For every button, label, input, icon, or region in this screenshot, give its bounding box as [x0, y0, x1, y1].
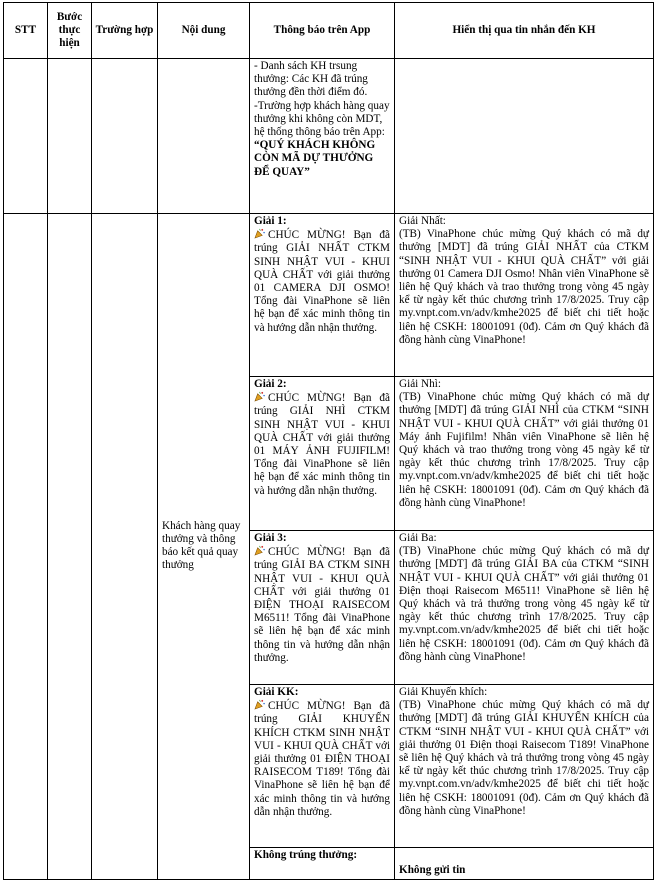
- sms-title: Giải Nhì:: [399, 378, 441, 390]
- campaign-table: [3, 2, 654, 880]
- cell-empty: [92, 59, 158, 214]
- party-popper-icon: [254, 699, 265, 710]
- content-cell: [158, 214, 250, 880]
- header-stt: STT: [4, 3, 48, 59]
- sms-prize-1: [395, 214, 654, 377]
- sms-prize-4: [395, 685, 654, 848]
- app-prize-2: [250, 377, 395, 531]
- sms-text: (TB) VinaPhone chúc mừng Quý khách có mã dự thưởng [MDT] đã trúng GIẢI BA của CTKM “SINH NHẬT VUI - KHUI QUÀ CHẤT” với giải thưởng 01 Điện thoại Raisecom M6511! VinaPhone sẽ liên hệ Quý khách và trả thưởng trong vòng 45 ngày kể từ ngày kết thúc chương trình 17/8/2025. Truy cập my.vnpt.com.vn/adv/kmhe2025 để biết chi tiết hoặc liên hệ CSKH: 18001091 (0đ). Cảm ơn Quý khách đã đồng hành cùng VinaPhone!: [399, 545, 649, 663]
- sms-text: (TB) VinaPhone chúc mừng Quý khách có mã dự thưởng [MDT] đã trúng GIẢI NHẤT của CTKM “SINH NHẬT VUI - KHUI QUÀ CHẤT” với giải thưởng 01 Camera DJI Osmo! Nhân viên VinaPhone sẽ liên hệ Quý khách và trao thưởng trong vòng 45 ngày kể từ ngày kết thúc chương trình 17/8/2025. Truy cập my.vnpt.com.vn/adv/kmhe2025 để biết chi tiết hoặc liên hệ CSKH: 18001091 (0đ). Cảm ơn Quý khách đã đồng hành cùng VinaPhone!: [399, 228, 649, 346]
- prize-app-text: CHÚC MỪNG! Bạn đã trúng GIẢI BA CTKM SINH NHẬT VUI - KHUI QUÀ CHẤT với giải thưởng 01 ĐIỆN THOẠI RAISECOM M6511! Tổng đài VinaPhone sẽ liên hệ bạn để xác minh thông tin và hướng dẫn nhận thưởng.: [254, 546, 390, 664]
- prize-row-1: [4, 214, 654, 377]
- content-text: Khách hàng quay thưởng và thông báo kết quả quay thưởng: [162, 519, 241, 572]
- table-row: [4, 59, 654, 214]
- no-prize-app: Không trúng thưởng:: [250, 848, 395, 880]
- prize-title: Giải KK:: [254, 686, 299, 698]
- header-sms: Hiển thị qua tin nhắn đến KH: [395, 3, 654, 59]
- sms-title: Giải Khuyến khích:: [399, 686, 488, 698]
- sms-prize-2: [395, 377, 654, 531]
- header-app: Thông báo trên App: [250, 3, 395, 59]
- header-case: Trường hợp: [92, 3, 158, 59]
- party-popper-icon: [254, 228, 265, 239]
- party-popper-icon: [254, 391, 265, 402]
- header-row: [4, 3, 654, 59]
- prize-app-text: CHÚC MỪNG! Bạn đã trúng GIẢI NHÌ CTKM SINH NHẬT VUI - KHUI QUÀ CHẤT với giải thưởng 01 MÁY ẢNH FUJIFILM! Tổng đài VinaPhone sẽ liên hệ bạn để xác minh thông tin và hướng dẫn nhận thưởng.: [254, 392, 390, 497]
- app-note-bold: “QUÝ KHÁCH KHÔNG CÒN MÃ DỰ THƯỞNG ĐỂ QUAY”: [254, 139, 376, 178]
- app-prize-3: [250, 531, 395, 685]
- prize-title: Giải 2:: [254, 378, 287, 390]
- sms-prize-3: [395, 531, 654, 685]
- sms-title: Giải Ba:: [399, 532, 437, 544]
- prize-app-text: CHÚC MỪNG! Bạn đã trúng GIẢI NHẤT CTKM SINH NHẬT VUI - KHUI QUÀ CHẤT với giải thưởng 01 CAMERA DJI OSMO! Tổng đài VinaPhone sẽ liên hệ bạn để xác minh thông tin và hướng dẫn nhận thưởng.: [254, 229, 390, 334]
- cell-empty: [4, 59, 48, 214]
- party-popper-icon: [254, 545, 265, 556]
- cell-empty: [48, 59, 92, 214]
- app-prize-4: [250, 685, 395, 848]
- header-step: Bước thực hiện: [48, 3, 92, 59]
- sms-title: Giải Nhất:: [399, 215, 446, 227]
- app-note-cell: [250, 59, 395, 214]
- app-note-line2: -Trường hợp khách hàng quay thưởng khi không còn MDT, hệ thống thông báo trên App:: [254, 99, 390, 139]
- sms-text: (TB) VinaPhone chúc mừng Quý khách có mã dự thưởng [MDT] đã trúng GIẢI KHUYẾN KHÍCH của CTKM “SINH NHẬT VUI - KHUI QUÀ CHẤT” với giải thưởng 01 Điện thoại Raisecom T189! VinaPhone sẽ liên hệ Quý khách và trả thưởng trong vòng 45 ngày kể từ ngày kết thúc chương trình 17/8/2025. Truy cập my.vnpt.com.vn/adv/kmhe2025 để biết chi tiết hoặc liên hệ CSKH: 18001091 (0đ). Cảm ơn Quý khách đã đồng hành cùng VinaPhone!: [399, 699, 649, 817]
- header-content: Nội dung: [158, 3, 250, 59]
- cell-empty: [395, 59, 654, 214]
- cell-empty: [158, 59, 250, 214]
- no-prize-sms: Không gửi tin: [395, 848, 654, 880]
- app-prize-1: [250, 214, 395, 377]
- cell-case: [92, 214, 158, 880]
- sms-text: (TB) VinaPhone chúc mừng Quý khách có mã dự thưởng [MDT] đã trúng GIẢI NHÌ của CTKM “SINH NHẬT VUI - KHUI QUÀ CHẤT” với giải thưởng 01 Máy ảnh Fujifilm! Nhân viên VinaPhone sẽ liên hệ Quý khách và trao thưởng trong vòng 45 ngày kể từ ngày kết thúc chương trình 17/8/2025. Truy cập my.vnpt.com.vn/adv/kmhe2025 để biết chi tiết hoặc liên hệ CSKH: 18001091 (0đ). Cảm ơn Quý khách đã đồng hành cùng VinaPhone!: [399, 391, 649, 509]
- app-note-line1: - Danh sách KH trsung thưởng: Các KH đã trúng thưởng đền thời điểm đó.: [254, 60, 368, 99]
- cell-stt: [4, 214, 48, 880]
- prize-app-text: CHÚC MỪNG! Bạn đã trúng GIẢI KHUYẾN KHÍCH CTKM SINH NHẬT VUI - KHUI QUÀ CHẤT với giải thưởng 01 ĐIỆN THOẠI RAISECOM T189! Tổng đài VinaPhone sẽ liên hệ bạn để xác minh thông tin và hướng dẫn nhận thưởng.: [254, 700, 390, 818]
- prize-title: Giải 3:: [254, 532, 287, 544]
- prize-title: Giải 1:: [254, 215, 287, 227]
- cell-step: [48, 214, 92, 880]
